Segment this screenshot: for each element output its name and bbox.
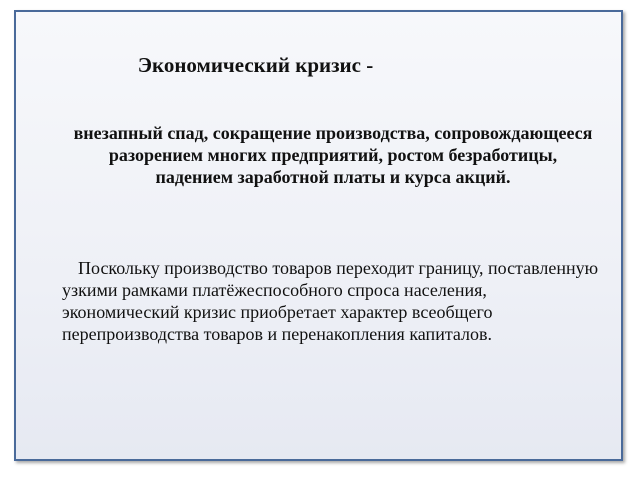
slide-title: Экономический кризис - (137, 53, 374, 77)
slide (14, 10, 623, 461)
body-paragraph (62, 257, 602, 345)
definition-text: внезапный спад, сокращение производства, сопровождающееся разорением многих предприятий, ростом безработицы, падением заработной платы и курса акций. (73, 123, 593, 187)
body-paragraph-text: Поскольку производство товаров переходит границу, поставленную узкими рамками платёжеспособного спроса населения, экономический кризис приобретает характер всеобщего перепроизводства товаров и перенакопления капиталов. (62, 258, 599, 344)
